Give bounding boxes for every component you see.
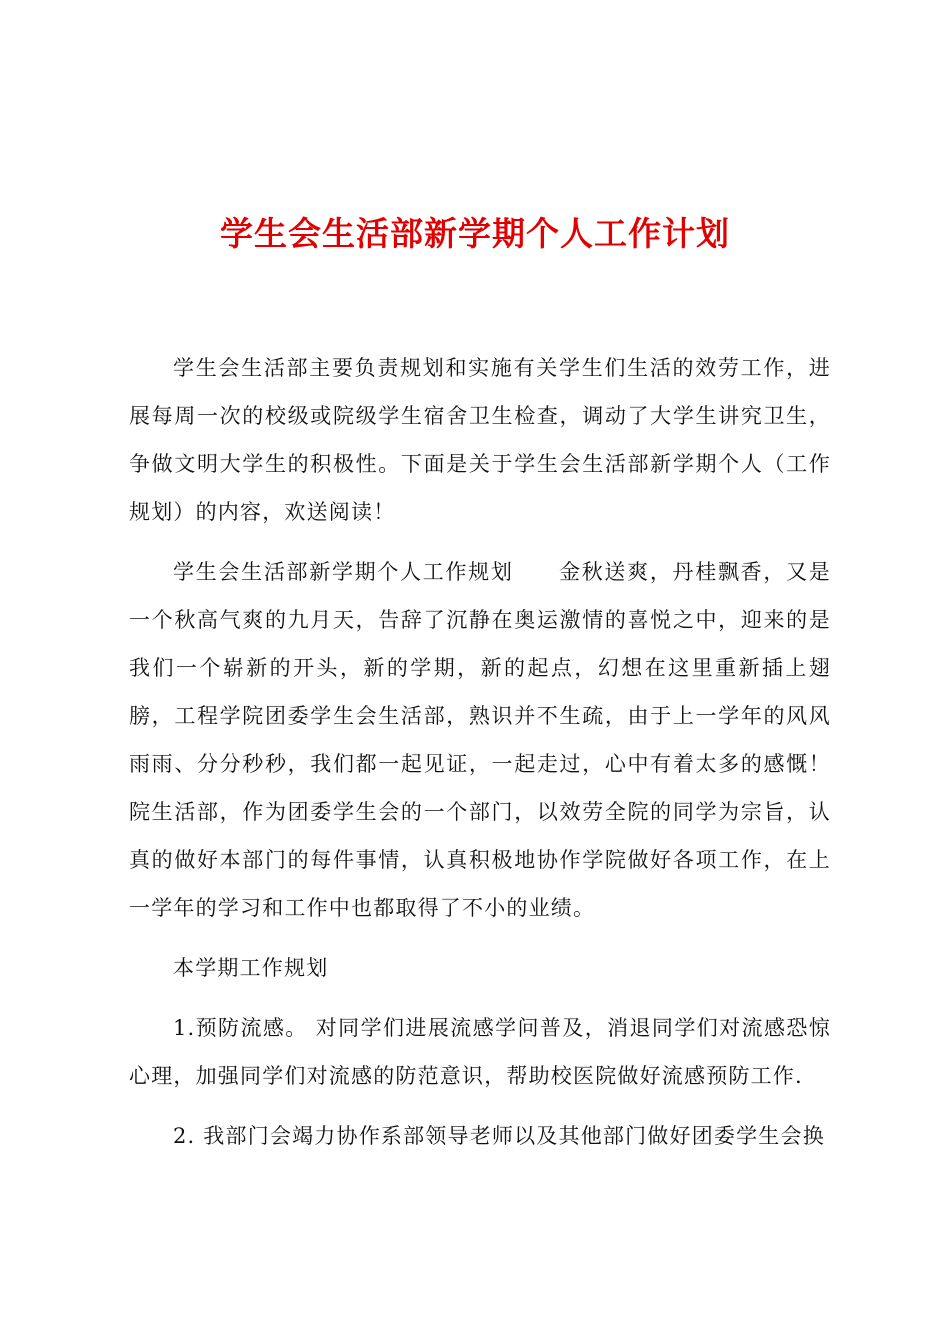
- paragraph-intro: 学生会生活部主要负责规划和实施有关学生们生活的效劳工作，进展每周一次的校级或院级学生宿舍卫生检查，调动了大学生讲究卫生，争做文明大学生的积极性。下面是关于学生会生活部新学期个人（工作规划）的内容，欢送阅读！: [129, 356, 831, 524]
- document-title: 学生会生活部新学期个人工作计划: [220, 214, 730, 253]
- paragraph-section-heading: 本学期工作规划: [173, 956, 329, 980]
- paragraph-item-1: 1.预防流感。 对同学们进展流感学问普及，消退同学们对流感恐惊心理，加强同学们对流感的防范意识，帮助校医院做好流感预防工作.: [129, 1016, 831, 1088]
- document-body: [129, 344, 831, 1172]
- paragraph-plan-overview: 学生会生活部新学期个人工作规划 金秋送爽，丹桂飘香，又是一个秋高气爽的九月天，告辞了沉静在奥运激情的喜悦之中，迎来的是我们一个崭新的开头，新的学期，新的起点，幻想在这里重新插上翅膀，工程学院团委学生会生活部，熟识并不生疏，由于上一学年的风风雨雨、分分秒秒，我们都一起见证，一起走过，心中有着太多的感慨！院生活部，作为团委学生会的一个部门，以效劳全院的同学为宗旨，认真的做好本部门的每件事情，认真积极地协作学院做好各项工作，在上一学年的学习和工作中也都取得了不小的业绩。: [129, 560, 831, 920]
- paragraph-item-2: 2. 我部门会竭力协作系部领导老师以及其他部门做好团委学生会换: [173, 1124, 825, 1148]
